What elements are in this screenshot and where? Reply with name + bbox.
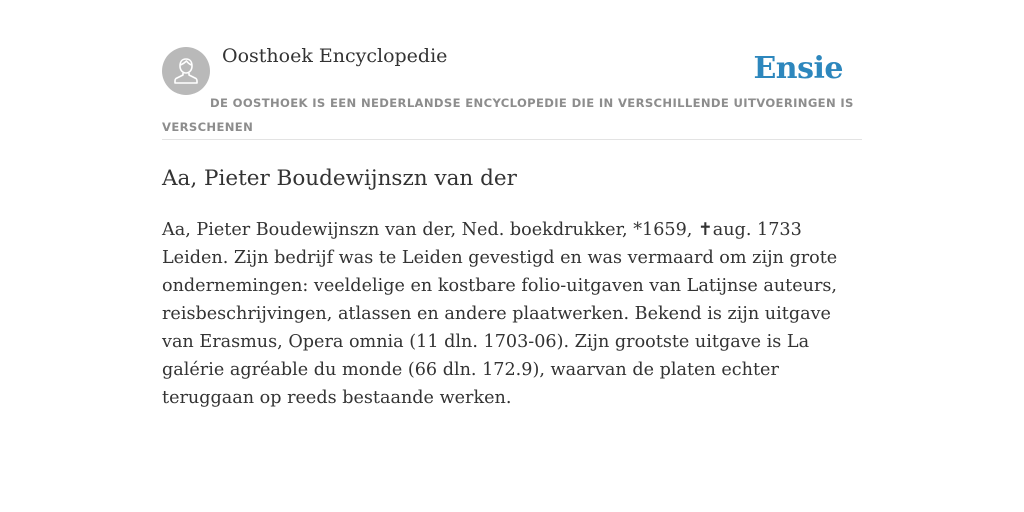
article-title: Aa, Pieter Boudewijnszn van der — [162, 166, 517, 191]
brand-logo[interactable]: Ensie — [753, 51, 843, 86]
page — [162, 40, 862, 412]
user-icon — [172, 56, 200, 86]
source-name[interactable]: Oosthoek Encyclopedie — [222, 45, 448, 67]
source-header — [162, 40, 862, 140]
avatar[interactable] — [162, 47, 210, 95]
source-description: DE OOSTHOEK IS EEN NEDERLANDSE ENCYCLOPEDIE DIE IN VERSCHILLENDE UITVOERINGEN IS VERSCHENEN — [162, 96, 854, 134]
article-body: Aa, Pieter Boudewijnszn van der, Ned. boekdrukker, *1659, ✝aug. 1733 Leiden. Zijn bedrijf was te Leiden gevestigd en was vermaard om zijn grote ondernemingen: veeldelige en kostbare folio-uitgaven van Latijnse auteurs, reisbeschrijvingen, atlassen en andere plaatwerken. Bekend is zijn uitgave van Erasmus, Opera omnia (11 dln. 1703-06). Zijn grootste uitgave is La galérie agréable du monde (66 dln. 172.9), waarvan de platen echter teruggaan op reeds bestaande werken. — [162, 220, 838, 408]
